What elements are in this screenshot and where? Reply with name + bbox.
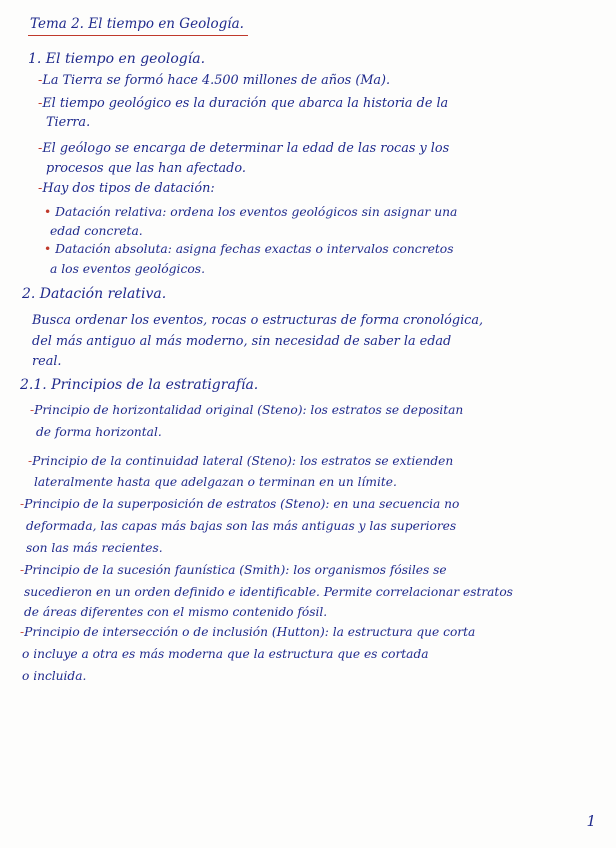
principle-4-line-1: -Principio de la sucesión faunística (Smith): los organismos fósiles se [20, 563, 447, 577]
bullet-3-line-1: -El geólogo se encarga de determinar la edad de las rocas y los [38, 141, 450, 156]
paragraph-line-2: del más antiguo al más moderno, sin necesidad de saber la edad [32, 334, 452, 349]
title-underline [28, 35, 248, 36]
section-2-heading: 2. Datación relativa. [22, 286, 167, 302]
sub-bullet-2-line-1: • Datación absoluta: asigna fechas exactas o intervalos concretos [44, 242, 454, 256]
principle-1-line-1: -Principio de horizontalidad original (Steno): los estratos se depositan [30, 403, 464, 417]
bullet-4-line-1: -Hay dos tipos de datación: [38, 181, 215, 196]
principle-2-line-1: -Principio de la continuidad lateral (Steno): los estratos se extienden [28, 454, 454, 468]
principle-5-line-3: o incluida. [22, 669, 87, 683]
page-title: Tema 2. El tiempo en Geología. [30, 16, 244, 32]
section-2-1-heading: 2.1. Principios de la estratigrafía. [20, 377, 259, 393]
principle-4-line-3: de áreas diferentes con el mismo contenido fósil. [24, 605, 328, 619]
bullet-1-line-1: -La Tierra se formó hace 4.500 millones de años (Ma). [38, 73, 391, 88]
section-1-heading: 1. El tiempo en geología. [28, 51, 206, 67]
bullet-2-line-1: -El tiempo geológico es la duración que abarca la historia de la [38, 96, 449, 111]
principle-3-line-1: -Principio de la superposición de estratos (Steno): en una secuencia no [20, 497, 460, 511]
principle-4-line-2: sucedieron en un orden definido e identificable. Permite correlacionar estratos [24, 585, 513, 599]
principle-2-line-2: lateralmente hasta que adelgazan o terminan en un límite. [34, 475, 397, 489]
bullet-2-line-2: Tierra. [46, 115, 91, 130]
sub-bullet-1-line-2: edad concreta. [50, 224, 143, 238]
paragraph-line-3: real. [32, 354, 62, 369]
sub-bullet-2-line-2: a los eventos geológicos. [50, 262, 205, 276]
principle-1-line-2: de forma horizontal. [36, 425, 162, 439]
sub-bullet-1-line-1: • Datación relativa: ordena los eventos geológicos sin asignar una [44, 205, 458, 219]
principle-5-line-1: -Principio de intersección o de inclusión (Hutton): la estructura que corta [20, 625, 476, 639]
bullet-3-line-2: procesos que las han afectado. [46, 161, 246, 176]
principle-3-line-3: son las más recientes. [26, 541, 163, 555]
principle-5-line-2: o incluye a otra es más moderna que la estructura que es cortada [22, 647, 429, 661]
principle-3-line-2: deformada, las capas más bajas son las más antiguas y las superiores [26, 519, 457, 533]
paragraph-line-1: Busca ordenar los eventos, rocas o estructuras de forma cronológica, [32, 313, 484, 328]
page-number: 1 [586, 812, 596, 830]
